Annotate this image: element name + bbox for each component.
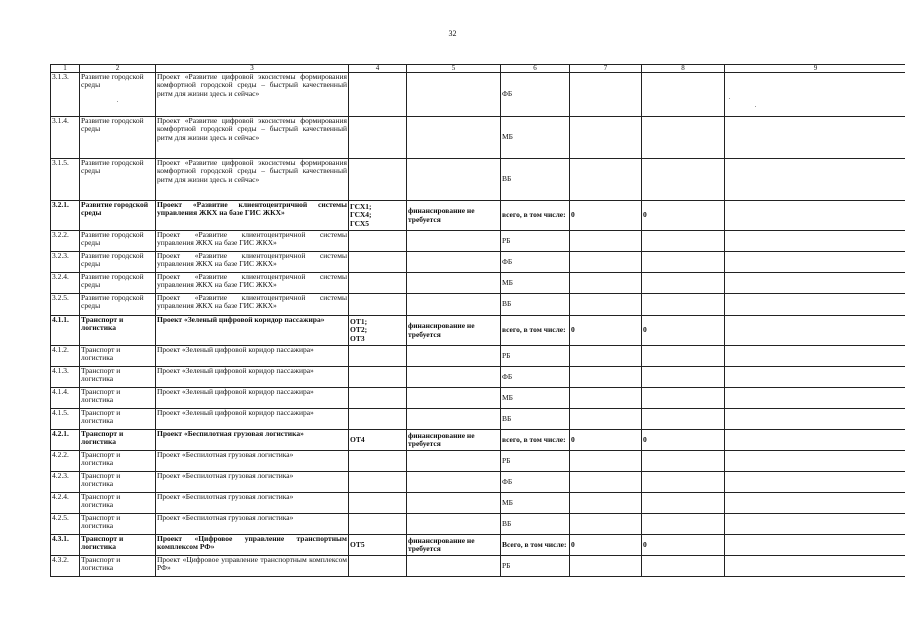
col8-cell: 0: [642, 316, 725, 346]
project-cell: Проект «Развитие цифровой экосистемы формирования комфортной городской среды – быстрый качественный ритм для жизни здесь и сейчас»: [156, 73, 349, 117]
project-cell: Проект «Зеленый цифровой коридор пассажира»: [156, 346, 349, 367]
row-number-cell: 4.1.5.: [51, 409, 80, 430]
col8-cell: [642, 493, 725, 514]
project-cell: Проект «Развитие клиентоцентричной системы управления ЖКХ на базе ГИС ЖКХ»: [156, 273, 349, 294]
row-number-cell: 4.2.1.: [51, 430, 80, 451]
targets-cell: [349, 231, 407, 252]
header-cell: 1: [51, 65, 80, 73]
financing-cell: [407, 294, 501, 316]
col9-cell: [725, 117, 905, 159]
area-cell: Транспорт и логистика: [80, 451, 156, 472]
header-cell: 8: [642, 65, 725, 73]
area-cell: Развитие городской среды: [80, 273, 156, 294]
table-row: [51, 514, 905, 535]
col7-cell: [570, 409, 642, 430]
table-row: [51, 201, 905, 231]
financing-cell: [407, 556, 501, 577]
col9-cell: [725, 346, 905, 367]
col9-cell: [725, 535, 905, 556]
project-cell: Проект «Зеленый цифровой коридор пассажира»: [156, 409, 349, 430]
table-row: [51, 388, 905, 409]
row-number-cell: 3.2.1.: [51, 201, 80, 231]
project-cell: Проект «Развитие клиентоцентричной системы управления ЖКХ на базе ГИС ЖКХ»: [156, 231, 349, 252]
table-row: [51, 231, 905, 252]
area-cell: Развитие городской среды: [80, 159, 156, 201]
financing-cell: финансирование не требуется: [407, 430, 501, 451]
financing-cell: финансирование не требуется: [407, 201, 501, 231]
source-cell: РБ: [501, 451, 570, 472]
source-cell: ВБ: [501, 159, 570, 201]
col7-cell: [570, 367, 642, 388]
row-number-cell: 4.2.3.: [51, 472, 80, 493]
financing-cell: [407, 409, 501, 430]
row-number-cell: 4.2.2.: [51, 451, 80, 472]
targets-cell: ОТ5: [349, 535, 407, 556]
targets-cell: [349, 556, 407, 577]
financing-cell: финансирование не требуется: [407, 316, 501, 346]
financing-cell: [407, 472, 501, 493]
financing-cell: [407, 388, 501, 409]
area-cell: Развитие городской среды: [80, 117, 156, 159]
source-cell: ФБ: [501, 367, 570, 388]
scan-speck: [729, 98, 730, 99]
area-cell: Развитие городской среды: [80, 73, 156, 117]
financing-cell: [407, 346, 501, 367]
row-number-cell: 3.2.4.: [51, 273, 80, 294]
col8-cell: 0: [642, 535, 725, 556]
area-cell: Развитие городской среды: [80, 201, 156, 231]
header-cell: 6: [501, 65, 570, 73]
source-cell: всего, в том числе:: [501, 316, 570, 346]
targets-cell: [349, 409, 407, 430]
header-cell: 4: [349, 65, 407, 73]
col7-cell: 0: [570, 316, 642, 346]
row-number-cell: 4.2.4.: [51, 493, 80, 514]
table-row: [51, 252, 905, 273]
targets-cell: ГСХ1; ГСХ4; ГСХ5: [349, 201, 407, 231]
row-number-cell: 4.3.2.: [51, 556, 80, 577]
col8-cell: [642, 273, 725, 294]
area-cell: Развитие городской среды: [80, 294, 156, 316]
targets-cell: [349, 451, 407, 472]
col9-cell: [725, 252, 905, 273]
col7-cell: [570, 73, 642, 117]
row-number-cell: 4.1.1.: [51, 316, 80, 346]
area-cell: Транспорт и логистика: [80, 556, 156, 577]
targets-cell: [349, 73, 407, 117]
financing-cell: [407, 252, 501, 273]
area-cell: Транспорт и логистика: [80, 430, 156, 451]
col9-cell: [725, 472, 905, 493]
table-row: [51, 472, 905, 493]
table-body: [51, 73, 905, 577]
col9-cell: [725, 159, 905, 201]
project-cell: Проект «Развитие цифровой экосистемы формирования комфортной городской среды – быстрый качественный ритм для жизни здесь и сейчас»: [156, 117, 349, 159]
table-row: [51, 409, 905, 430]
project-cell: Проект «Беспилотная грузовая логистика»: [156, 430, 349, 451]
source-cell: ВБ: [501, 514, 570, 535]
col8-cell: [642, 294, 725, 316]
col9-cell: [725, 430, 905, 451]
header-cell: 3: [156, 65, 349, 73]
row-number-cell: 4.3.1.: [51, 535, 80, 556]
col8-cell: [642, 346, 725, 367]
row-number-cell: 3.2.3.: [51, 252, 80, 273]
col7-cell: [570, 493, 642, 514]
targets-cell: [349, 514, 407, 535]
targets-cell: ОТ4: [349, 430, 407, 451]
area-cell: Транспорт и логистика: [80, 346, 156, 367]
row-number-cell: 4.1.4.: [51, 388, 80, 409]
col9-cell: [725, 73, 905, 117]
area-cell: Развитие городской среды: [80, 252, 156, 273]
area-cell: Транспорт и логистика: [80, 409, 156, 430]
targets-cell: [349, 159, 407, 201]
header-cell: 2: [80, 65, 156, 73]
project-cell: Проект «Развитие клиентоцентричной системы управления ЖКХ на базе ГИС ЖКХ»: [156, 201, 349, 231]
financing-cell: финансирование не требуется: [407, 535, 501, 556]
source-cell: ФБ: [501, 73, 570, 117]
project-cell: Проект «Беспилотная грузовая логистика»: [156, 514, 349, 535]
col8-cell: 0: [642, 430, 725, 451]
table-row: [51, 294, 905, 316]
col8-cell: [642, 73, 725, 117]
source-cell: всего, в том числе:: [501, 430, 570, 451]
col7-cell: 0: [570, 430, 642, 451]
source-cell: РБ: [501, 231, 570, 252]
col8-cell: [642, 556, 725, 577]
project-cell: Проект «Беспилотная грузовая логистика»: [156, 451, 349, 472]
col8-cell: [642, 252, 725, 273]
header-row: [51, 65, 905, 73]
targets-cell: [349, 346, 407, 367]
page-number: 32: [448, 29, 457, 38]
table-row: [51, 73, 905, 117]
col7-cell: [570, 159, 642, 201]
table-row: [51, 316, 905, 346]
table-row: [51, 117, 905, 159]
area-cell: Развитие городской среды: [80, 231, 156, 252]
col9-cell: [725, 514, 905, 535]
targets-cell: [349, 367, 407, 388]
area-cell: Транспорт и логистика: [80, 367, 156, 388]
col8-cell: [642, 367, 725, 388]
header-cell: 7: [570, 65, 642, 73]
source-cell: РБ: [501, 556, 570, 577]
row-number-cell: 4.2.5.: [51, 514, 80, 535]
col9-cell: [725, 294, 905, 316]
header-cell: 9: [725, 65, 905, 73]
project-cell: Проект «Развитие клиентоцентричной системы управления ЖКХ на базе ГИС ЖКХ»: [156, 294, 349, 316]
col7-cell: [570, 346, 642, 367]
table-row: [51, 451, 905, 472]
table-row: [51, 273, 905, 294]
col9-cell: [725, 231, 905, 252]
col9-cell: [725, 451, 905, 472]
col7-cell: [570, 231, 642, 252]
source-cell: ВБ: [501, 294, 570, 316]
col9-cell: [725, 493, 905, 514]
col8-cell: [642, 117, 725, 159]
financing-cell: [407, 367, 501, 388]
col8-cell: [642, 388, 725, 409]
col7-cell: [570, 117, 642, 159]
row-number-cell: 3.1.4.: [51, 117, 80, 159]
col7-cell: [570, 556, 642, 577]
col7-cell: 0: [570, 201, 642, 231]
table-row: [51, 159, 905, 201]
project-cell: Проект «Цифровое управление транспортным комплексом РФ»: [156, 556, 349, 577]
col8-cell: [642, 472, 725, 493]
col9-cell: [725, 388, 905, 409]
col7-cell: [570, 472, 642, 493]
row-number-cell: 4.1.3.: [51, 367, 80, 388]
col9-cell: [725, 409, 905, 430]
row-number-cell: 3.1.3.: [51, 73, 80, 117]
targets-cell: [349, 472, 407, 493]
targets-cell: ОТ1; ОТ2; ОТ3: [349, 316, 407, 346]
col8-cell: 0: [642, 201, 725, 231]
source-cell: МБ: [501, 493, 570, 514]
col7-cell: [570, 252, 642, 273]
row-number-cell: 3.1.5.: [51, 159, 80, 201]
col9-cell: [725, 201, 905, 231]
source-cell: МБ: [501, 273, 570, 294]
budget-table: [50, 64, 905, 577]
col8-cell: [642, 159, 725, 201]
col9-cell: [725, 316, 905, 346]
source-cell: Всего, в том числе:: [501, 535, 570, 556]
project-cell: Проект «Зеленый цифровой коридор пассажира»: [156, 388, 349, 409]
project-cell: Проект «Развитие клиентоцентричной системы управления ЖКХ на базе ГИС ЖКХ»: [156, 252, 349, 273]
project-cell: Проект «Зеленый цифровой коридор пассажира»: [156, 316, 349, 346]
source-cell: МБ: [501, 117, 570, 159]
table-row: [51, 346, 905, 367]
targets-cell: [349, 493, 407, 514]
row-number-cell: 3.2.2.: [51, 231, 80, 252]
targets-cell: [349, 273, 407, 294]
project-cell: Проект «Беспилотная грузовая логистика»: [156, 472, 349, 493]
col7-cell: [570, 388, 642, 409]
financing-cell: [407, 493, 501, 514]
col7-cell: [570, 451, 642, 472]
table-row: [51, 535, 905, 556]
row-number-cell: 3.2.5.: [51, 294, 80, 316]
row-number-cell: 4.1.2.: [51, 346, 80, 367]
area-cell: Транспорт и логистика: [80, 316, 156, 346]
project-cell: Проект «Развитие цифровой экосистемы формирования комфортной городской среды – быстрый качественный ритм для жизни здесь и сейчас»: [156, 159, 349, 201]
area-cell: Транспорт и логистика: [80, 514, 156, 535]
source-cell: ВБ: [501, 409, 570, 430]
financing-cell: [407, 159, 501, 201]
project-cell: Проект «Зеленый цифровой коридор пассажира»: [156, 367, 349, 388]
source-cell: РБ: [501, 346, 570, 367]
col8-cell: [642, 514, 725, 535]
table-row: [51, 367, 905, 388]
col8-cell: [642, 451, 725, 472]
scan-speck: [755, 106, 756, 107]
area-cell: Транспорт и логистика: [80, 388, 156, 409]
financing-cell: [407, 231, 501, 252]
project-cell: Проект «Беспилотная грузовая логистика»: [156, 493, 349, 514]
area-cell: Транспорт и логистика: [80, 493, 156, 514]
area-cell: Транспорт и логистика: [80, 535, 156, 556]
col8-cell: [642, 409, 725, 430]
project-cell: Проект «Цифровое управление транспортным комплексом РФ»: [156, 535, 349, 556]
col7-cell: [570, 273, 642, 294]
source-cell: ФБ: [501, 472, 570, 493]
targets-cell: [349, 294, 407, 316]
table-row: [51, 430, 905, 451]
col8-cell: [642, 231, 725, 252]
table-row: [51, 556, 905, 577]
financing-cell: [407, 514, 501, 535]
area-cell: Транспорт и логистика: [80, 472, 156, 493]
col7-cell: [570, 294, 642, 316]
source-cell: ФБ: [501, 252, 570, 273]
targets-cell: [349, 388, 407, 409]
targets-cell: [349, 252, 407, 273]
targets-cell: [349, 117, 407, 159]
financing-cell: [407, 451, 501, 472]
source-cell: МБ: [501, 388, 570, 409]
col9-cell: [725, 273, 905, 294]
source-cell: всего, в том числе:: [501, 201, 570, 231]
table-row: [51, 493, 905, 514]
scan-speck: [117, 101, 118, 102]
financing-cell: [407, 273, 501, 294]
financing-cell: [407, 117, 501, 159]
col7-cell: 0: [570, 535, 642, 556]
col9-cell: [725, 556, 905, 577]
header-cell: 5: [407, 65, 501, 73]
col7-cell: [570, 514, 642, 535]
financing-cell: [407, 73, 501, 117]
col9-cell: [725, 367, 905, 388]
